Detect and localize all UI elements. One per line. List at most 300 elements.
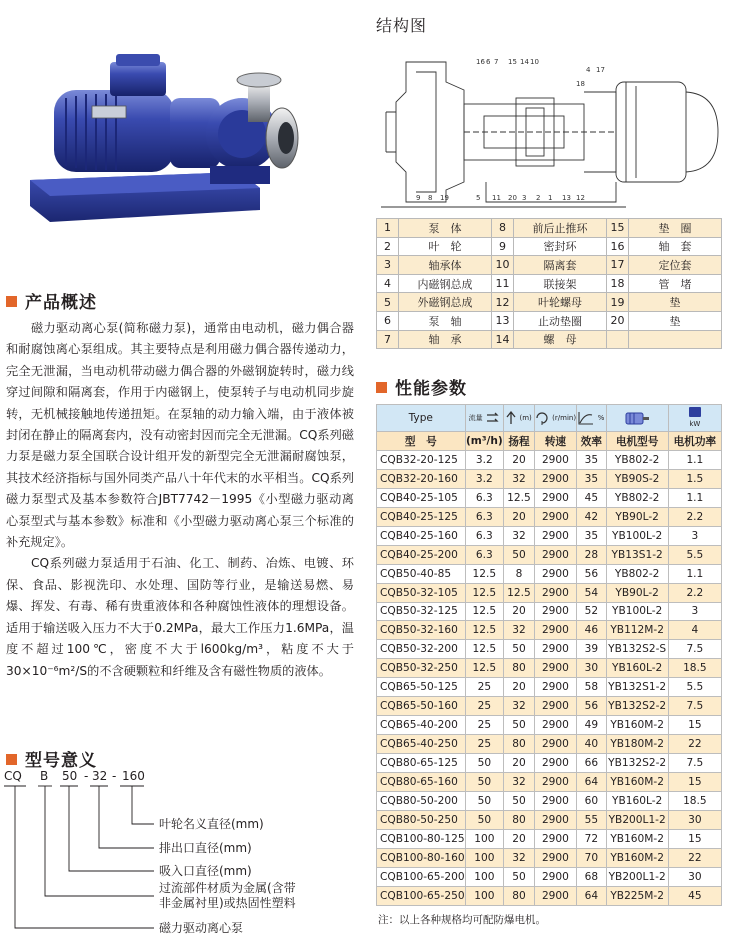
cell-motor-power: 2.2 [668, 507, 721, 526]
cell-motor-model: YB160M-2 [606, 829, 668, 848]
heading-marker [6, 296, 17, 307]
part-number: 9 [492, 237, 514, 256]
cell-model: CQB32-20-125 [377, 451, 466, 470]
cell-speed: 2900 [534, 697, 576, 716]
cell-head: 12.5 [504, 488, 535, 507]
cell-motor-model: YB13S1-2 [606, 545, 668, 564]
part-name: 管 堵 [629, 274, 722, 293]
cell-motor-model: YB100L-2 [606, 526, 668, 545]
cell-model: CQB50-32-200 [377, 640, 466, 659]
part-name: 螺 母 [514, 330, 607, 349]
part-name: 叶轮螺母 [514, 293, 607, 312]
motor-icon-cell [606, 405, 668, 432]
cell-efficiency: 39 [577, 640, 607, 659]
part-name: 泵 体 [399, 219, 492, 238]
model-code-diagram [4, 768, 354, 943]
cell-efficiency: 56 [577, 564, 607, 583]
cell-head: 20 [504, 754, 535, 773]
cell-motor-model: YB200L1-2 [606, 810, 668, 829]
cell-model: CQB40-25-200 [377, 545, 466, 564]
drawing-callout-label: 20 [508, 194, 517, 202]
performance-row [377, 526, 722, 545]
cell-speed: 2900 [534, 488, 576, 507]
cell-speed: 2900 [534, 451, 576, 470]
performance-row [377, 810, 722, 829]
drawing-callout-label: 8 [428, 194, 433, 202]
cell-model: CQB100-80-160 [377, 848, 466, 867]
cell-motor-power: 1.1 [668, 451, 721, 470]
cell-flow: 50 [465, 810, 504, 829]
drawing-callout-label: 11 [492, 194, 501, 202]
code-32: 32 [92, 769, 108, 783]
cell-model: CQB80-50-250 [377, 810, 466, 829]
cell-efficiency: 64 [577, 772, 607, 791]
cell-motor-model: YB90S-2 [606, 469, 668, 488]
cell-model: CQB100-65-250 [377, 886, 466, 905]
cell-head: 32 [504, 697, 535, 716]
performance-row [377, 678, 722, 697]
part-name: 轴承体 [399, 256, 492, 275]
performance-note: 注：以上各种规格均可配防爆电机。 [378, 913, 546, 926]
performance-title: 性能参数 [395, 379, 467, 399]
code-dash-2: - [112, 769, 117, 783]
part-name: 垫 [629, 293, 722, 312]
cell-speed: 2900 [534, 640, 576, 659]
cell-model: CQB50-32-250 [377, 659, 466, 678]
part-number: 8 [492, 219, 514, 238]
flow-icon [486, 412, 500, 424]
cell-motor-power: 3 [668, 602, 721, 621]
cell-head: 80 [504, 659, 535, 678]
cell-model: CQB32-20-160 [377, 469, 466, 488]
part-name: 轴 承 [399, 330, 492, 349]
drawing-callout-label: 12 [576, 194, 585, 202]
cell-flow: 12.5 [465, 583, 504, 602]
type-label: Type [377, 405, 466, 432]
flow-icon-label: 流量 [468, 414, 483, 422]
desc-impeller-diameter: 叶轮名义直径(mm) [159, 817, 264, 831]
cell-head: 80 [504, 810, 535, 829]
cell-speed: 2900 [534, 829, 576, 848]
cell-flow: 25 [465, 678, 504, 697]
code-160: 160 [122, 769, 145, 783]
cell-flow: 12.5 [465, 621, 504, 640]
performance-row [377, 772, 722, 791]
head-icon-cell [504, 405, 535, 432]
heading-marker [6, 754, 17, 765]
cell-head: 50 [504, 545, 535, 564]
cell-motor-power: 18.5 [668, 659, 721, 678]
cell-flow: 100 [465, 848, 504, 867]
parts-row [377, 256, 722, 275]
structure-drawing [376, 42, 722, 210]
parts-row [377, 330, 722, 349]
drawing-callout-label: 15 [508, 58, 517, 66]
cell-model: CQB40-25-125 [377, 507, 466, 526]
part-number: 17 [607, 256, 629, 275]
drawing-callout-label: 1 [548, 194, 553, 202]
cell-model: CQB80-65-160 [377, 772, 466, 791]
desc-pump-type: 磁力驱动离心泵 [159, 921, 244, 935]
cell-flow: 12.5 [465, 602, 504, 621]
power-icon-cell [668, 405, 721, 432]
parts-row [377, 293, 722, 312]
cell-head: 8 [504, 564, 535, 583]
cell-motor-power: 45 [668, 886, 721, 905]
performance-row [377, 545, 722, 564]
part-number: 10 [492, 256, 514, 275]
cell-model: CQB65-50-160 [377, 697, 466, 716]
part-name: 垫 [629, 311, 722, 330]
cell-efficiency: 35 [577, 526, 607, 545]
cell-efficiency: 35 [577, 469, 607, 488]
drawing-callout-label: 17 [596, 66, 605, 74]
cell-speed: 2900 [534, 848, 576, 867]
rotation-icon [535, 411, 549, 425]
cell-motor-power: 3 [668, 526, 721, 545]
cell-model: CQB50-32-105 [377, 583, 466, 602]
cell-motor-model: YB802-2 [606, 564, 668, 583]
cell-motor-model: YB112M-2 [606, 621, 668, 640]
cell-model: CQB50-40-85 [377, 564, 466, 583]
cell-head: 32 [504, 621, 535, 640]
performance-section [376, 404, 722, 927]
cell-flow: 100 [465, 829, 504, 848]
cell-flow: 6.3 [465, 526, 504, 545]
part-number: 18 [607, 274, 629, 293]
cell-motor-power: 30 [668, 867, 721, 886]
parts-row [377, 237, 722, 256]
cell-flow: 3.2 [465, 469, 504, 488]
cell-speed: 2900 [534, 583, 576, 602]
cell-speed: 2900 [534, 716, 576, 735]
cell-head: 32 [504, 848, 535, 867]
part-number: 4 [377, 274, 399, 293]
cell-motor-model: YB160M-2 [606, 716, 668, 735]
cell-motor-power: 7.5 [668, 697, 721, 716]
part-number: 16 [607, 237, 629, 256]
part-name: 定位套 [629, 256, 722, 275]
cell-motor-model: YB225M-2 [606, 886, 668, 905]
part-name: 内磁钢总成 [399, 274, 492, 293]
cell-speed: 2900 [534, 735, 576, 754]
performance-row [377, 602, 722, 621]
cell-motor-power: 5.5 [668, 678, 721, 697]
cell-speed: 2900 [534, 678, 576, 697]
cell-efficiency: 66 [577, 754, 607, 773]
cell-speed: 2900 [534, 659, 576, 678]
drawing-callout-label: 16 [476, 58, 485, 66]
part-number: 6 [377, 311, 399, 330]
drawing-callout-label: 13 [562, 194, 571, 202]
cell-motor-model: YB160M-2 [606, 772, 668, 791]
part-number: 15 [607, 219, 629, 238]
cell-speed: 2900 [534, 526, 576, 545]
part-number: 5 [377, 293, 399, 312]
cell-speed: 2900 [534, 867, 576, 886]
cell-model: CQB100-80-125 [377, 829, 466, 848]
cell-model: CQB80-65-125 [377, 754, 466, 773]
code-50: 50 [62, 769, 78, 783]
performance-row [377, 697, 722, 716]
overview-title: 产品概述 [25, 293, 97, 313]
part-number: 20 [607, 311, 629, 330]
cell-model: CQB50-32-160 [377, 621, 466, 640]
cell-motor-power: 5.5 [668, 545, 721, 564]
col-flow: (m³/h) [465, 432, 504, 451]
performance-row [377, 507, 722, 526]
cell-head: 20 [504, 829, 535, 848]
cell-speed: 2900 [534, 545, 576, 564]
col-motor-power: 电机功率 [668, 432, 721, 451]
cell-motor-model: YB160L-2 [606, 791, 668, 810]
cell-motor-power: 7.5 [668, 754, 721, 773]
part-number [607, 330, 629, 349]
cell-speed: 2900 [534, 791, 576, 810]
drawing-callout-label: 7 [494, 58, 499, 66]
cell-motor-model: YB802-2 [606, 451, 668, 470]
cell-flow: 25 [465, 716, 504, 735]
cell-flow: 6.3 [465, 488, 504, 507]
cell-model: CQB100-65-200 [377, 867, 466, 886]
col-head: 扬程 [504, 432, 535, 451]
part-name: 外磁钢总成 [399, 293, 492, 312]
part-number: 13 [492, 311, 514, 330]
overview-paragraph-2: CQ系列磁力泵适用于石油、化工、制药、冶炼、电镀、环保、食品、影视洗印、水处理、国防等行业，是输送易燃、易爆、挥发、有毒、稀有贵重液体和各种腐蚀性液体的理想设备。适用于输送吸入压力不大于0.2MPa，最大工作压力1.6MPa，温度不超过100℃，密度不大于l600kg/m³，粘度不大于30×10⁻⁶m²/S的不含硬颗粒和纤维及含有磁性物质的液体。 [6, 556, 354, 678]
cell-efficiency: 60 [577, 791, 607, 810]
part-name: 密封环 [514, 237, 607, 256]
performance-row [377, 640, 722, 659]
part-number: 19 [607, 293, 629, 312]
cell-speed: 2900 [534, 772, 576, 791]
performance-row [377, 886, 722, 905]
cell-efficiency: 45 [577, 488, 607, 507]
cell-efficiency: 55 [577, 810, 607, 829]
part-number: 14 [492, 330, 514, 349]
cell-motor-power: 7.5 [668, 640, 721, 659]
cell-motor-model: YB132S2-2 [606, 697, 668, 716]
part-name: 垫 圈 [629, 219, 722, 238]
cell-motor-power: 18.5 [668, 791, 721, 810]
cell-speed: 2900 [534, 754, 576, 773]
part-number: 2 [377, 237, 399, 256]
drawing-callout-label: 6 [486, 58, 491, 66]
cell-head: 20 [504, 507, 535, 526]
cell-motor-model: YB90L-2 [606, 507, 668, 526]
col-speed: 转速 [534, 432, 576, 451]
drawing-callout-label: 14 [520, 58, 529, 66]
flow-icon-cell [465, 405, 504, 432]
speed-icon-label: (r/min) [552, 414, 577, 422]
performance-row [377, 735, 722, 754]
col-model: 型 号 [377, 432, 466, 451]
cell-efficiency: 35 [577, 451, 607, 470]
performance-row [377, 716, 722, 735]
cell-speed: 2900 [534, 810, 576, 829]
cell-speed: 2900 [534, 507, 576, 526]
cell-model: CQB65-40-200 [377, 716, 466, 735]
cell-motor-model: YB132S2-2 [606, 754, 668, 773]
cell-motor-power: 15 [668, 829, 721, 848]
performance-row [377, 659, 722, 678]
part-number: 1 [377, 219, 399, 238]
performance-row [377, 583, 722, 602]
cell-motor-power: 22 [668, 735, 721, 754]
cell-model: CQB40-25-160 [377, 526, 466, 545]
cell-speed: 2900 [534, 621, 576, 640]
overview-text [6, 318, 354, 682]
desc-outlet-diameter: 排出口直径(mm) [159, 841, 252, 855]
cell-head: 50 [504, 791, 535, 810]
cell-motor-model: YB180M-2 [606, 735, 668, 754]
cell-head: 32 [504, 469, 535, 488]
parts-table [376, 218, 722, 349]
desc-material-line-1: 过流部件材质为金属(含带 [159, 881, 296, 895]
cell-model: CQB65-40-250 [377, 735, 466, 754]
cell-motor-model: YB132S2-S [606, 640, 668, 659]
performance-table [376, 404, 722, 906]
code-b: B [40, 769, 49, 783]
cell-motor-power: 2.2 [668, 583, 721, 602]
cell-speed: 2900 [534, 469, 576, 488]
cell-model: CQB65-50-125 [377, 678, 466, 697]
drawing-callout-label: 10 [530, 58, 539, 66]
efficiency-curve-icon [578, 411, 594, 425]
col-efficiency: 效率 [577, 432, 607, 451]
cell-flow: 50 [465, 772, 504, 791]
performance-row [377, 867, 722, 886]
parts-row [377, 219, 722, 238]
desc-material-line-2: 非金属衬里)或热固性塑料 [159, 896, 296, 910]
cell-efficiency: 56 [577, 697, 607, 716]
performance-row [377, 829, 722, 848]
cell-efficiency: 58 [577, 678, 607, 697]
type-icon-row [377, 405, 722, 432]
cell-head: 32 [504, 526, 535, 545]
part-name: 止动垫圈 [514, 311, 607, 330]
cell-efficiency: 52 [577, 602, 607, 621]
part-name: 轴 套 [629, 237, 722, 256]
overview-paragraph-1: 磁力驱动离心泵(简称磁力泵)，通常由电动机，磁力偶合器和耐腐蚀离心泵组成。其主要特点是利用磁力偶合器传递动力，完全无泄漏，当电动机带动磁力偶合器的外磁钢旋转时，磁力线穿过间隙和隔离套，作用于内磁钢上，使泵转子与电动机同步旋转，无机械接触地传递扭矩。在泵轴的动力输入端，由于液体被封闭在静止的隔离套内，没有动密封因而完全无泄漏。CQ系列磁力泵是磁力泵全国联合设计组开发的新型完全无泄漏耐腐蚀泵，其技术经济指标与国外同类产品八十年代末的水平相当。CQ系列磁力泵型式及基本参数符合JBT7742－1995《小型磁力驱动离心泵型式与基本参数》标准和《小型磁力驱动离心泵三个标准的补充规定》。 [6, 321, 354, 550]
cell-motor-model: YB160L-2 [606, 659, 668, 678]
efficiency-icon-label: % [597, 414, 605, 422]
cell-flow: 100 [465, 886, 504, 905]
performance-row [377, 488, 722, 507]
drawing-callout-label: 5 [476, 194, 481, 202]
cell-efficiency: 54 [577, 583, 607, 602]
cell-motor-power: 1.5 [668, 469, 721, 488]
performance-row [377, 848, 722, 867]
cell-efficiency: 42 [577, 507, 607, 526]
drawing-callout-label: 4 [586, 66, 591, 74]
structure-title: 结构图 [376, 16, 428, 35]
cell-head: 32 [504, 772, 535, 791]
performance-row [377, 469, 722, 488]
cell-flow: 50 [465, 754, 504, 773]
cell-head: 20 [504, 451, 535, 470]
cell-head: 20 [504, 602, 535, 621]
cell-efficiency: 70 [577, 848, 607, 867]
part-name: 前后止推环 [514, 219, 607, 238]
parts-row [377, 274, 722, 293]
cell-motor-power: 1.1 [668, 488, 721, 507]
cell-efficiency: 49 [577, 716, 607, 735]
cell-efficiency: 72 [577, 829, 607, 848]
part-number: 12 [492, 293, 514, 312]
performance-row [377, 564, 722, 583]
cell-speed: 2900 [534, 886, 576, 905]
cell-efficiency: 46 [577, 621, 607, 640]
part-number: 11 [492, 274, 514, 293]
drawing-callout-label: 3 [522, 194, 527, 202]
part-name: 联接架 [514, 274, 607, 293]
part-number: 7 [377, 330, 399, 349]
power-icon [688, 406, 702, 418]
efficiency-icon-cell [577, 405, 607, 432]
cell-efficiency: 30 [577, 659, 607, 678]
drawing-callout-label: 9 [416, 194, 421, 202]
model-meaning-title: 型号意义 [25, 751, 97, 771]
drawing-callout-label: 2 [536, 194, 541, 202]
cell-flow: 12.5 [465, 659, 504, 678]
cell-flow: 12.5 [465, 640, 504, 659]
cell-model: CQB80-50-200 [377, 791, 466, 810]
code-dash-1: - [84, 769, 89, 783]
cell-motor-power: 4 [668, 621, 721, 640]
cell-flow: 100 [465, 867, 504, 886]
cell-efficiency: 40 [577, 735, 607, 754]
cell-head: 50 [504, 640, 535, 659]
performance-row [377, 754, 722, 773]
cell-flow: 50 [465, 791, 504, 810]
cell-speed: 2900 [534, 564, 576, 583]
cell-motor-power: 1.1 [668, 564, 721, 583]
cell-efficiency: 68 [577, 867, 607, 886]
cell-motor-model: YB160M-2 [606, 848, 668, 867]
part-name: 叶 轮 [399, 237, 492, 256]
performance-header-row [377, 432, 722, 451]
cell-motor-power: 15 [668, 772, 721, 791]
cell-motor-model: YB90L-2 [606, 583, 668, 602]
performance-row [377, 791, 722, 810]
cell-motor-model: YB132S1-2 [606, 678, 668, 697]
power-icon-label: kW [689, 420, 701, 428]
speed-icon-cell [534, 405, 576, 432]
parts-row [377, 311, 722, 330]
code-cq: CQ [4, 769, 22, 783]
part-name: 泵 轴 [399, 311, 492, 330]
cell-flow: 12.5 [465, 564, 504, 583]
cell-head: 80 [504, 886, 535, 905]
cell-head: 50 [504, 867, 535, 886]
overview-heading [6, 288, 97, 313]
cell-head: 12.5 [504, 583, 535, 602]
head-icon-label: (m) [519, 414, 532, 422]
cell-motor-power: 22 [668, 848, 721, 867]
cell-motor-power: 30 [668, 810, 721, 829]
head-icon [506, 411, 516, 425]
cell-flow: 25 [465, 735, 504, 754]
cell-motor-model: YB802-2 [606, 488, 668, 507]
cell-efficiency: 28 [577, 545, 607, 564]
drawing-callout-label: 19 [440, 194, 449, 202]
part-name [629, 330, 722, 349]
drawing-callout-label: 18 [576, 80, 585, 88]
heading-marker [376, 382, 387, 393]
cell-flow: 6.3 [465, 545, 504, 564]
cell-model: CQB50-32-125 [377, 602, 466, 621]
cell-head: 20 [504, 678, 535, 697]
